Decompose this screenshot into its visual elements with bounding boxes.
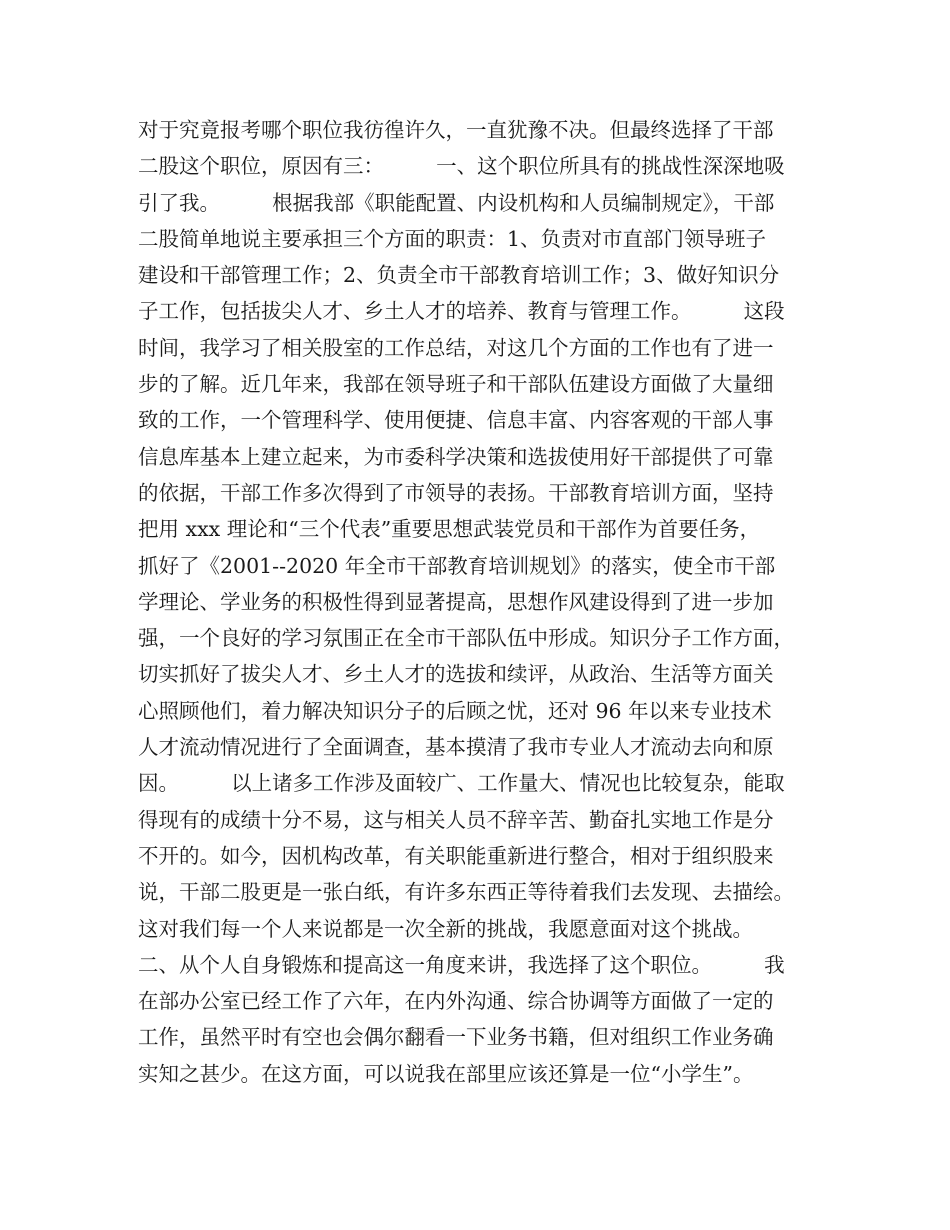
text-line: 实知之甚少。在这方面，可以说我在部里应该还算是一位“小学生”。 [138, 1061, 754, 1086]
body-text [138, 112, 828, 1092]
text-line: 强，一个良好的学习氛围正在全市干部队伍中形成。知识分子工作方面， [138, 626, 794, 651]
text-line: 的依据，干部工作多次得到了市领导的表扬。干部教育培训方面，坚持 [138, 480, 774, 505]
text-line: 时间，我学习了相关股室的工作总结，对这几个方面的工作也有了进一 [138, 335, 774, 360]
text-line: 工作，虽然平时有空也会偶尔翻看一下业务书籍，但对组织工作业务确 [138, 1025, 774, 1050]
text-line: 把用 xxx 理论和“三个代表”重要思想武装党员和干部作为首要任务， [138, 517, 761, 542]
text-line: 致的工作，一个管理科学、使用便捷、信息丰富、内容客观的干部人事 [138, 408, 774, 433]
text-line: 这对我们每一个人来说都是一次全新的挑战，我愿意面对这个挑战。 [138, 916, 753, 941]
text-line: 说，干部二股更是一张白纸，有许多东西正等待着我们去发现、去描绘。 [138, 880, 794, 905]
text-line: 在部办公室已经工作了六年，在内外沟通、综合协调等方面做了一定的 [138, 989, 774, 1014]
text-line: 二股这个职位，原因有三： 一、这个职位所具有的挑战性深深地吸 [138, 154, 785, 179]
text-line: 对于究竟报考哪个职位我彷徨许久，一直犹豫不决。但最终选择了干部 [138, 118, 774, 142]
text-line: 二股简单地说主要承担三个方面的职责：1、负责对市直部门领导班子 [138, 226, 767, 251]
text-line: 抓好了《2001--2020 年全市干部教育培训规划》的落实，使全市干部 [138, 553, 776, 578]
text-line: 建设和干部管理工作；2、负责全市干部教育培训工作；3、做好知识分 [138, 263, 780, 288]
text-line: 人才流动情况进行了全面调查，基本摸清了我市专业人才流动去向和原 [138, 735, 774, 760]
text-line: 引了我。 根据我部《职能配置、内设机构和人员编制规定》，干部 [138, 190, 775, 215]
text-line: 因。 以上诸多工作涉及面较广、工作量大、情况也比较复杂，能取 [138, 771, 785, 796]
text-line: 切实抓好了拔尖人才、乡土人才的选拔和续评，从政治、生活等方面关 [138, 662, 774, 687]
text-line: 步的了解。近几年来，我部在领导班子和干部队伍建设方面做了大量细 [138, 372, 774, 397]
text-line: 信息库基本上建立起来，为市委科学决策和选拔使用好干部提供了可靠 [138, 444, 774, 469]
text-line: 子工作，包括拔尖人才、乡土人才的培养、教育与管理工作。 这段 [138, 299, 785, 324]
text-line: 心照顾他们，着力解决知识分子的后顾之忧，还对 96 年以来专业技术 [138, 698, 772, 723]
text-line: 学理论、学业务的积极性得到显著提高，思想作风建设得到了进一步加 [138, 589, 774, 614]
text-line: 不开的。如今，因机构改革，有关职能重新进行整合，相对于组织股来 [138, 843, 774, 868]
text-line: 二、从个人自身锻炼和提高这一角度来讲，我选择了这个职位。 我 [138, 952, 785, 977]
text-line: 得现有的成绩十分不易，这与相关人员不辞辛苦、勤奋扎实地工作是分 [138, 807, 774, 832]
